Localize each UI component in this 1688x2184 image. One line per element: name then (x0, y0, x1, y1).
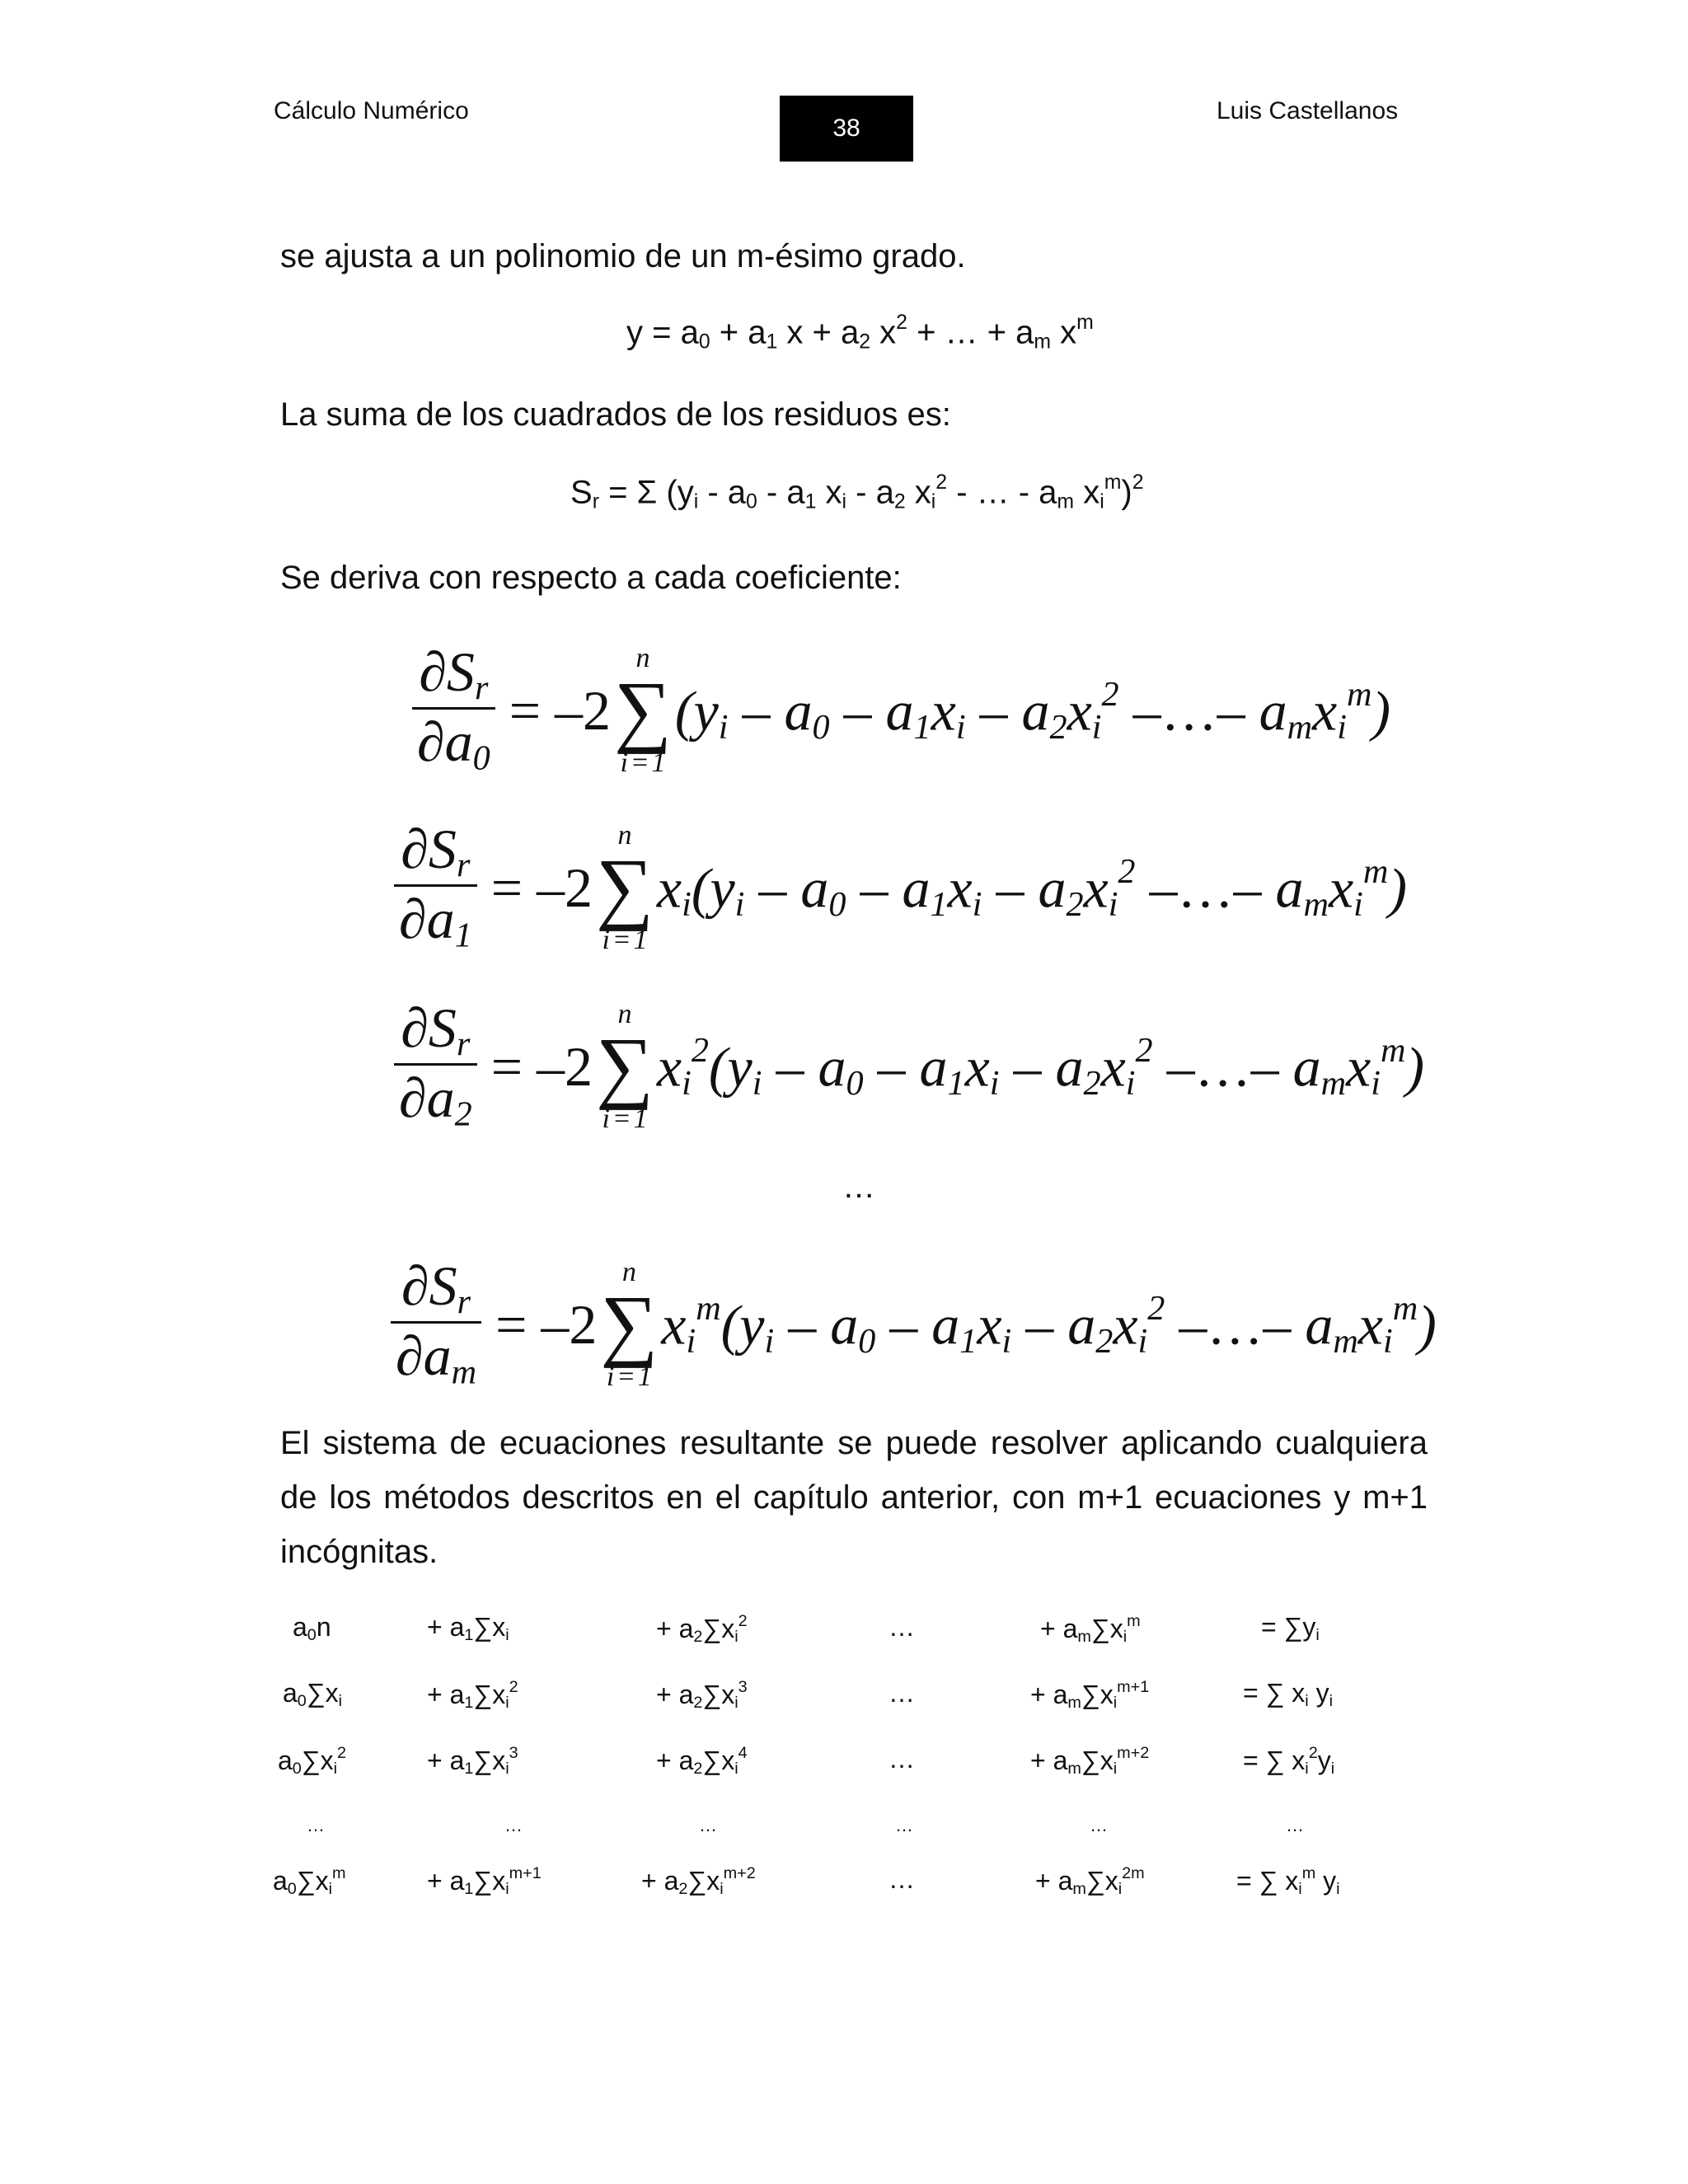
residuals-label: La suma de los cuadrados de los residuos es: (280, 396, 951, 433)
table-cell: + $a_1\sum x_i^3$ (427, 1744, 518, 1778)
derivative-am: $\frac{\partial S_r}{\partial a_m}$ = –2 n ∑ i = 1 $x_i^m(y_i - a_0 - a_1x_i - a_2x_i^2$ –…– $a_mx_i^m$) (391, 1257, 1437, 1393)
table-cell: + $a_m\sum x_i^{m+1}$ (1030, 1678, 1150, 1712)
summation-sign: n ∑ i = 1 (596, 819, 654, 955)
table-cell: $a_0\sum x_i^m$ (273, 1864, 346, 1898)
table-cell: … (895, 1815, 913, 1835)
header-left: Cálculo Numérico (274, 97, 469, 124)
table-cell: … (889, 1678, 915, 1708)
derivative-fraction: $\frac{\partial S_r}{\partial a_0}$ (412, 643, 495, 779)
table-cell: + $a_1\sum x_i^2$ (427, 1678, 518, 1712)
conclusion-paragraph: El sistema de ecuaciones resultante se puede resolver aplicando cualquiera de los métodos descritos en el capítulo anterior, con m+1 ecuaciones y m+1 incógnitas. (280, 1425, 1428, 1570)
table-cell: + $a_2\sum x_i^2$ (656, 1612, 748, 1646)
table-cell: = $\sum y_i$ (1261, 1612, 1320, 1644)
table-cell: + $a_2\sum x_i^4$ (656, 1744, 748, 1778)
ellipsis: … (842, 1169, 875, 1205)
derivative-fraction: $\frac{\partial S_r}{\partial a_m}$ (391, 1257, 481, 1393)
table-cell: … (307, 1815, 325, 1835)
derive-label: Se deriva con respecto a cada coeficiente: (280, 560, 902, 596)
table-cell: … (889, 1612, 915, 1642)
summation-sign: n ∑ i = 1 (614, 642, 672, 778)
intro-text: se ajusta a un polinomio de un m-ésimo grado. (280, 238, 966, 274)
derivative-fraction: $\frac{\partial S_r}{\partial a_2}$ (394, 999, 477, 1135)
table-cell: … (889, 1864, 915, 1894)
page-number-text: 38 (832, 115, 860, 142)
derivative-fraction: $\frac{\partial S_r}{\partial a_1}$ (394, 820, 477, 956)
table-cell: + $a_1\sum x_i$ (427, 1612, 509, 1644)
table-cell: … (504, 1815, 523, 1835)
table-cell: + $a_2\sum x_i^{m+2}$ (641, 1864, 756, 1898)
table-cell: = ∑ $x_i$ $y_i$ (1243, 1678, 1333, 1710)
table-cell: $a_0\sum x_i^2$ (278, 1744, 347, 1778)
table-cell: = ∑ $x_i^2y_i$ (1243, 1744, 1335, 1778)
table-cell: + $a_2\sum x_i^3$ (656, 1678, 748, 1712)
table-cell: … (1090, 1815, 1108, 1835)
summation-sign: n ∑ i = 1 (600, 1256, 659, 1392)
header-right: Luis Castellanos (1217, 97, 1399, 124)
polynomial-equation: $y = a_0 + a_1$ $x + a_2$ $x^2$ + … + $a_m$ $x^m$ (626, 312, 1094, 354)
table-cell: … (1286, 1815, 1304, 1835)
table-cell: + $a_1\sum x_i^{m+1}$ (427, 1864, 542, 1898)
table-cell: … (699, 1815, 717, 1835)
residual-sum-equation: $S_r = \Sigma$ ($y_i - a_0 - a_1$ $x_i - a_2$ $x_i^2$ - … - $a_m$ $x_i^m)^2$ (570, 471, 1144, 513)
table-cell: + $a_m\sum x_i^{2m}$ (1035, 1864, 1145, 1898)
table-cell: $a_0n$ (293, 1612, 331, 1644)
table-cell: $a_0\sum x_i$ (283, 1678, 343, 1710)
table-cell: … (889, 1744, 915, 1774)
table-cell: + $a_m\sum x_i^{m+2}$ (1030, 1744, 1150, 1778)
table-cell: = ∑ $x_i^m$ $y_i$ (1236, 1864, 1340, 1898)
derivative-a0: $\frac{\partial S_r}{\partial a_0}$ = –2 n ∑ i = 1 ($y_i - a_0 - a_1x_i - a_2x_i^2$ –…– $a_mx_i^m$) (412, 643, 1390, 779)
table-cell: + $a_m\sum x_i^m$ (1040, 1612, 1141, 1646)
summation-sign: n ∑ i = 1 (596, 998, 654, 1134)
derivative-a1: $\frac{\partial S_r}{\partial a_1}$ = –2 n ∑ i = 1 $x_i(y_i - a_0 - a_1x_i - a_2x_i^2$ –…– $a_mx_i^m$) (394, 820, 1407, 956)
derivative-a2: $\frac{\partial S_r}{\partial a_2}$ = –2 n ∑ i = 1 $x_i^2(y_i - a_0 - a_1x_i - a_2x_i^2$ –…– $a_mx_i^m$) (394, 999, 1424, 1135)
